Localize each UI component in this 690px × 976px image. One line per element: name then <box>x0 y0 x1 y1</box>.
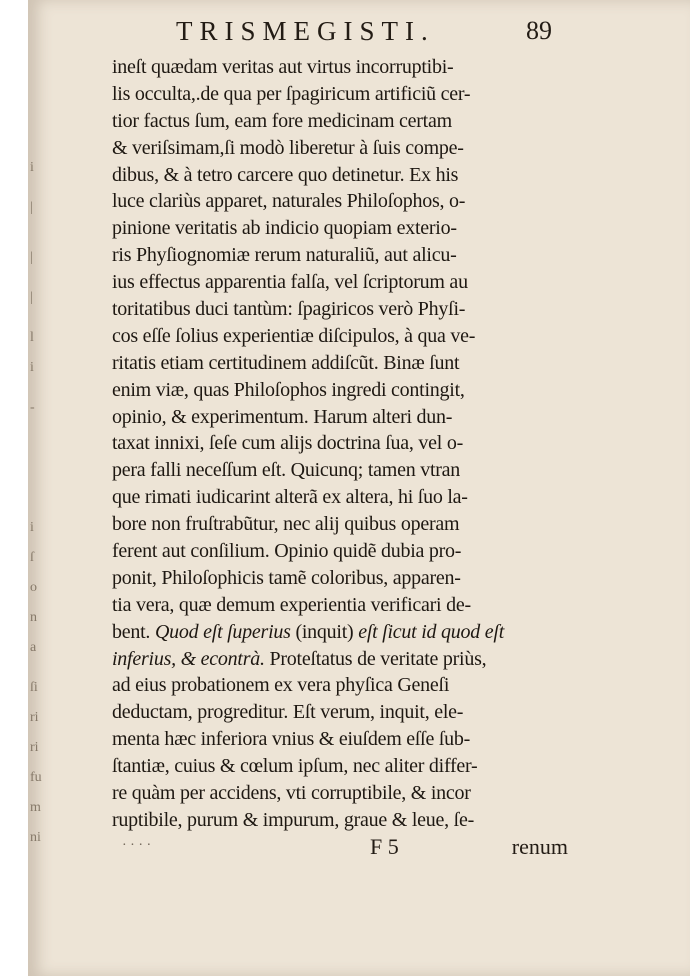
text-segment: re quàm per accidens, vti corruptibile, & incor <box>112 782 471 805</box>
text-segment: pinione veritatis ab indicio quopiam exterio- <box>112 217 457 240</box>
text-segment: luce clariùs apparet, naturales Philoſophos, o- <box>112 190 466 213</box>
text-segment: dibus, & à tetro carcere quo detinetur. Ex his <box>112 163 459 186</box>
text-segment: ponit, Philoſophicis tamẽ coloribus, apparen- <box>112 566 461 589</box>
italic-quote-segment: Quod eſt ſuperius <box>154 620 291 643</box>
text-line <box>112 404 568 431</box>
text-segment: (inquit) <box>290 620 359 643</box>
page-footer <box>112 834 568 862</box>
text-segment: Proteſtatus de veritate priùs, <box>264 647 487 670</box>
text-line <box>112 780 568 807</box>
text-line <box>112 511 568 538</box>
italic-quote-segment: eſt ſicut id quod eſt <box>358 620 505 643</box>
text-line <box>112 753 568 780</box>
text-segment: lis occulta,.de qua per ſpagiricum artificiũ cer- <box>112 82 471 105</box>
text-segment: ius effectus apparentia falſa, vel ſcriptorum au <box>112 271 468 294</box>
text-segment: ruptibile, purum & impurum, graue & leue, ſe- <box>112 808 474 831</box>
text-segment: ſtantiæ, cuius & cœlum ipſum, nec aliter differ- <box>112 755 478 778</box>
text-segment: & veriſsimam,ſi modò liberetur à ſuis compe- <box>112 136 464 159</box>
text-line <box>112 323 568 350</box>
page-number: 89 <box>526 16 552 45</box>
text-line <box>112 646 568 673</box>
text-line <box>112 108 568 135</box>
text-segment: menta hæc inferiora vnius & eiuſdem eſſe ſub- <box>112 728 471 751</box>
text-line <box>112 242 568 269</box>
text-line <box>112 350 568 377</box>
text-line <box>112 699 568 726</box>
text-segment: deductam, progreditur. Eſt verum, inquit, ele- <box>112 701 464 724</box>
text-line <box>112 215 568 242</box>
text-segment: taxat innixi, ſeſe cum alijs doctrina ſua, vel o- <box>112 432 463 455</box>
text-line <box>112 269 568 296</box>
signature-mark: F 5 <box>370 834 399 859</box>
text-line <box>112 54 568 81</box>
text-segment: ris Phyſiognomiæ rerum naturaliũ, aut alicu- <box>112 244 457 267</box>
text-segment: tior factus ſum, eam fore medicinam certam <box>112 109 452 132</box>
text-segment: ineſt quædam veritas aut virtus incorruptibi- <box>112 56 454 78</box>
text-segment: bore non fruſtrabũtur, nec alij quibus operam <box>112 513 460 536</box>
text-line <box>112 538 568 565</box>
text-segment: bent. <box>112 620 155 643</box>
ink-specks: · · · · <box>122 838 152 853</box>
text-line <box>112 377 568 404</box>
text-segment: enim viæ, quas Philoſophos ingredi contingit, <box>112 378 465 401</box>
text-line <box>112 672 568 699</box>
text-segment: ad eius probationem ex vera phyſica Geneſi <box>112 674 450 697</box>
text-line <box>112 188 568 215</box>
text-line <box>112 296 568 323</box>
text-segment: ritatis etiam certitudinem addiſcũt. Binæ ſunt <box>112 351 460 374</box>
page-header <box>176 16 552 52</box>
text-line <box>112 457 568 484</box>
facing-page-bleed: i | | | l i - i ſ o n a ſi ri ri fu m ni <box>30 160 42 845</box>
catchword: renum <box>511 834 568 859</box>
text-segment: cos eſſe ſolius experientiæ diſcipulos, à qua ve- <box>112 324 476 347</box>
body-text <box>112 54 568 834</box>
text-line <box>112 726 568 753</box>
text-line <box>112 162 568 189</box>
running-head: TRISMEGISTI. <box>176 16 435 46</box>
text-line <box>112 484 568 511</box>
text-line <box>112 135 568 162</box>
text-segment: tia vera, quæ demum experientia verificari de- <box>112 593 471 616</box>
text-segment: toritatibus duci tantùm: ſpagiricos verò Phyſi- <box>112 298 466 321</box>
text-line <box>112 807 568 834</box>
italic-quote-segment: inferius, & econtrà. <box>112 647 265 670</box>
text-segment: opinio, & experimentum. Harum alteri dun- <box>112 405 453 428</box>
text-segment: que rimati iudicarint alterã ex altera, hi ſuo la- <box>112 486 468 509</box>
text-segment: ferent aut conſilium. Opinio quidẽ dubia pro- <box>112 540 462 563</box>
text-line <box>112 619 568 646</box>
book-page <box>28 0 690 976</box>
text-line <box>112 81 568 108</box>
text-line <box>112 565 568 592</box>
text-segment: pera falli neceſſum eſt. Quicunq; tamen vtran <box>112 459 461 482</box>
text-line <box>112 592 568 619</box>
text-line <box>112 430 568 457</box>
